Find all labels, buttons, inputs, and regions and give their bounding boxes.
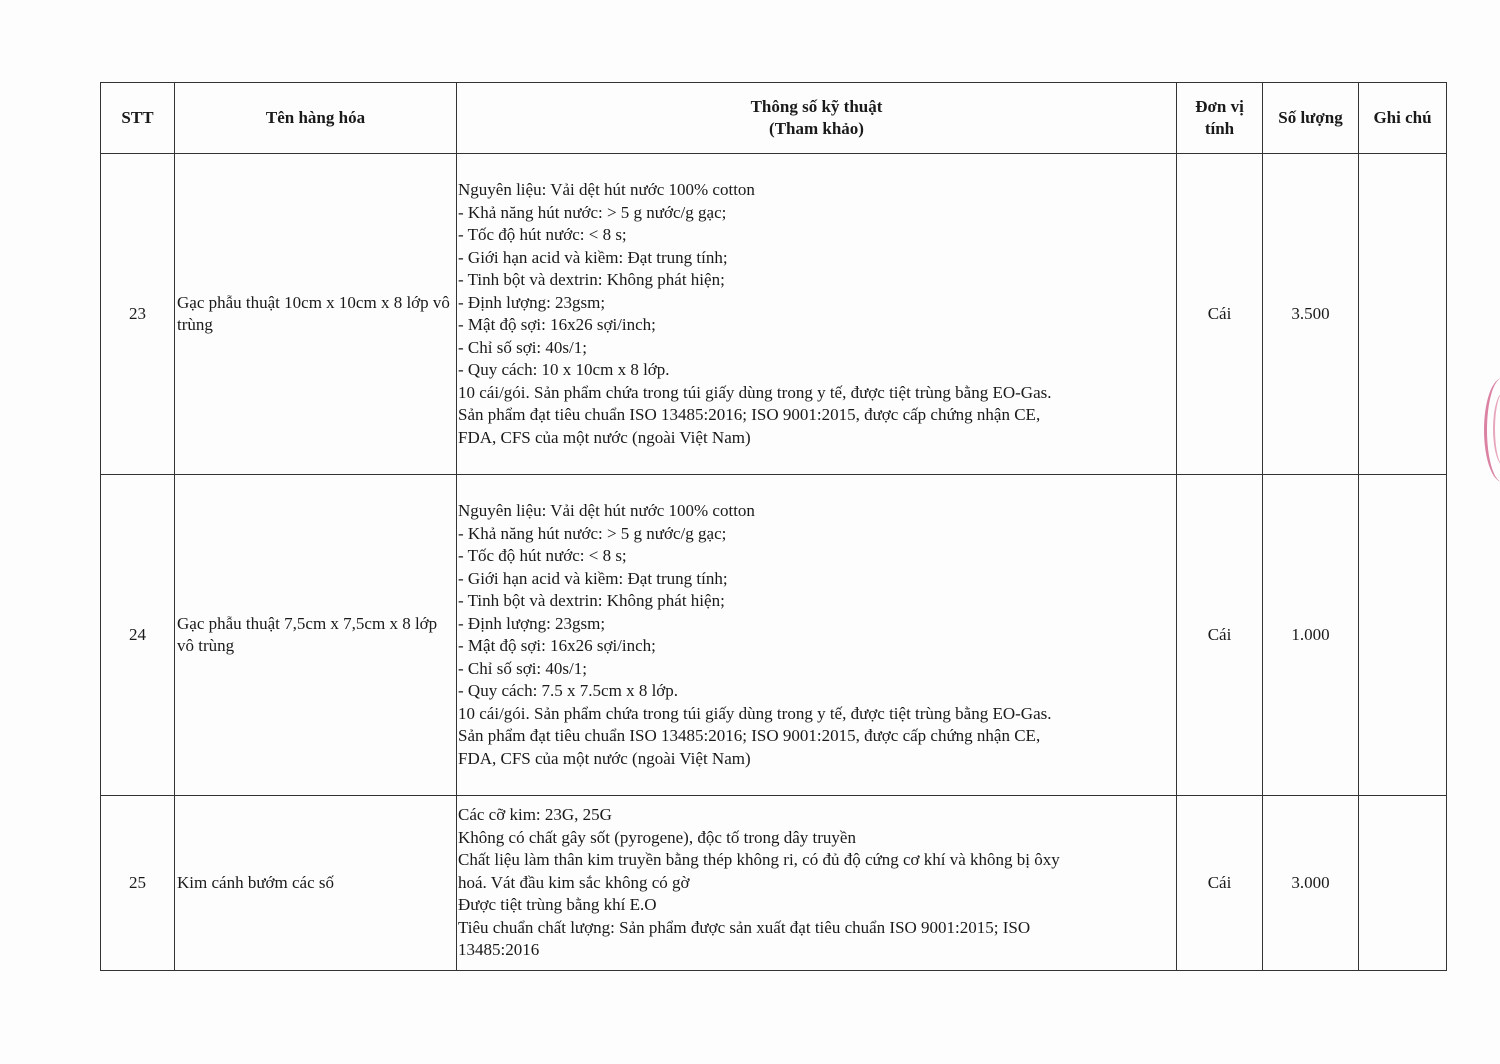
header-unit: Đơn vị tính bbox=[1177, 83, 1263, 154]
spec-line: - Tinh bột và dextrin: Không phát hiện; bbox=[458, 591, 725, 610]
spec-line: Nguyên liệu: Vải dệt hút nước 100% cotton bbox=[458, 180, 755, 199]
row-stt: 23 bbox=[101, 154, 175, 475]
table-row bbox=[101, 154, 1447, 475]
header-note: Ghi chú bbox=[1359, 83, 1447, 154]
row-name: Kim cánh bướm các số bbox=[175, 796, 457, 971]
spec-line: - Định lượng: 23gsm; bbox=[458, 292, 606, 312]
spec-line: Được tiệt trùng bằng khí E.O bbox=[458, 895, 657, 915]
red-seal-stamp-inner-ring bbox=[1493, 392, 1500, 466]
row-spec bbox=[457, 475, 1177, 796]
spec-line: - Tinh bột và dextrin: Không phát hiện; bbox=[458, 270, 725, 289]
spec-line: Tiêu chuẩn chất lượng: Sản phẩm được sản xuất đạt tiêu chuẩn ISO 9001:2015; ISO bbox=[458, 917, 1031, 937]
spec-line: 10 cái/gói. Sản phẩm chứa trong túi giấy dùng trong y tế, được tiệt trùng bằng EO-Gas. bbox=[458, 382, 1052, 402]
spec-line: Chất liệu làm thân kim truyền bằng thép không ri, có đủ độ cứng cơ khí và không bị ôxy bbox=[458, 850, 1060, 870]
row-unit: Cái bbox=[1177, 154, 1263, 475]
row-note bbox=[1359, 475, 1447, 796]
row-qty: 3.500 bbox=[1263, 154, 1359, 475]
spec-line: - Giới hạn acid và kiềm: Đạt trung tính; bbox=[458, 568, 728, 588]
spec-line: hoá. Vát đầu kim sắc không có gờ bbox=[458, 872, 690, 892]
row-note bbox=[1359, 154, 1447, 475]
spec-line: FDA, CFS của một nước (ngoài Việt Nam) bbox=[458, 427, 751, 447]
spec-line: - Khả năng hút nước: > 5 g nước/g gạc; bbox=[458, 523, 727, 543]
spec-line: - Mật độ sợi: 16x26 sợi/inch; bbox=[458, 315, 656, 334]
spec-line: - Chỉ số sợi: 40s/1; bbox=[458, 337, 587, 357]
spec-line: Không có chất gây sốt (pyrogene), độc tố trong dây truyền bbox=[458, 827, 856, 847]
table-row bbox=[101, 475, 1447, 796]
spec-line: FDA, CFS của một nước (ngoài Việt Nam) bbox=[458, 748, 751, 768]
table-row bbox=[101, 796, 1447, 971]
spec-line: Sản phẩm đạt tiêu chuẩn ISO 13485:2016; ISO 9001:2015, được cấp chứng nhận CE, bbox=[458, 726, 1041, 745]
row-name: Gạc phẫu thuật 10cm x 10cm x 8 lớp vô trùng bbox=[175, 154, 457, 475]
header-name: Tên hàng hóa bbox=[175, 83, 457, 154]
row-unit: Cái bbox=[1177, 796, 1263, 971]
row-stt: 25 bbox=[101, 796, 175, 971]
header-spec-title: Thông số kỹ thuật bbox=[750, 97, 883, 116]
header-spec bbox=[457, 83, 1177, 154]
row-spec bbox=[457, 154, 1177, 475]
spec-line: - Khả năng hút nước: > 5 g nước/g gạc; bbox=[458, 202, 727, 222]
row-spec bbox=[457, 796, 1177, 971]
header-spec-subtitle: (Tham khảo) bbox=[769, 119, 864, 138]
row-note bbox=[1359, 796, 1447, 971]
row-unit: Cái bbox=[1177, 475, 1263, 796]
spec-line: - Mật độ sợi: 16x26 sợi/inch; bbox=[458, 636, 656, 655]
spec-line: - Quy cách: 10 x 10cm x 8 lớp. bbox=[458, 360, 670, 379]
spec-line: - Giới hạn acid và kiềm: Đạt trung tính; bbox=[458, 247, 728, 267]
row-name: Gạc phẫu thuật 7,5cm x 7,5cm x 8 lớp vô trùng bbox=[175, 475, 457, 796]
header-qty: Số lượng bbox=[1263, 83, 1359, 154]
spec-line: - Chỉ số sợi: 40s/1; bbox=[458, 658, 587, 678]
spec-line: Sản phẩm đạt tiêu chuẩn ISO 13485:2016; ISO 9001:2015, được cấp chứng nhận CE, bbox=[458, 405, 1041, 424]
spec-line: - Tốc độ hút nước: < 8 s; bbox=[458, 546, 627, 565]
row-stt: 24 bbox=[101, 475, 175, 796]
spec-line: - Định lượng: 23gsm; bbox=[458, 613, 606, 633]
table-header-row bbox=[101, 83, 1447, 154]
spec-line: 10 cái/gói. Sản phẩm chứa trong túi giấy dùng trong y tế, được tiệt trùng bằng EO-Gas. bbox=[458, 703, 1052, 723]
spec-line: - Quy cách: 7.5 x 7.5cm x 8 lớp. bbox=[458, 681, 679, 700]
spec-line: Nguyên liệu: Vải dệt hút nước 100% cotton bbox=[458, 501, 755, 520]
spec-line: Các cỡ kim: 23G, 25G bbox=[458, 805, 612, 825]
row-qty: 3.000 bbox=[1263, 796, 1359, 971]
red-seal-stamp-edge bbox=[1484, 378, 1500, 482]
row-qty: 1.000 bbox=[1263, 475, 1359, 796]
header-stt: STT bbox=[101, 83, 175, 154]
spec-line: 13485:2016 bbox=[458, 940, 540, 960]
spec-line: - Tốc độ hút nước: < 8 s; bbox=[458, 225, 627, 244]
product-spec-table bbox=[100, 82, 1447, 971]
